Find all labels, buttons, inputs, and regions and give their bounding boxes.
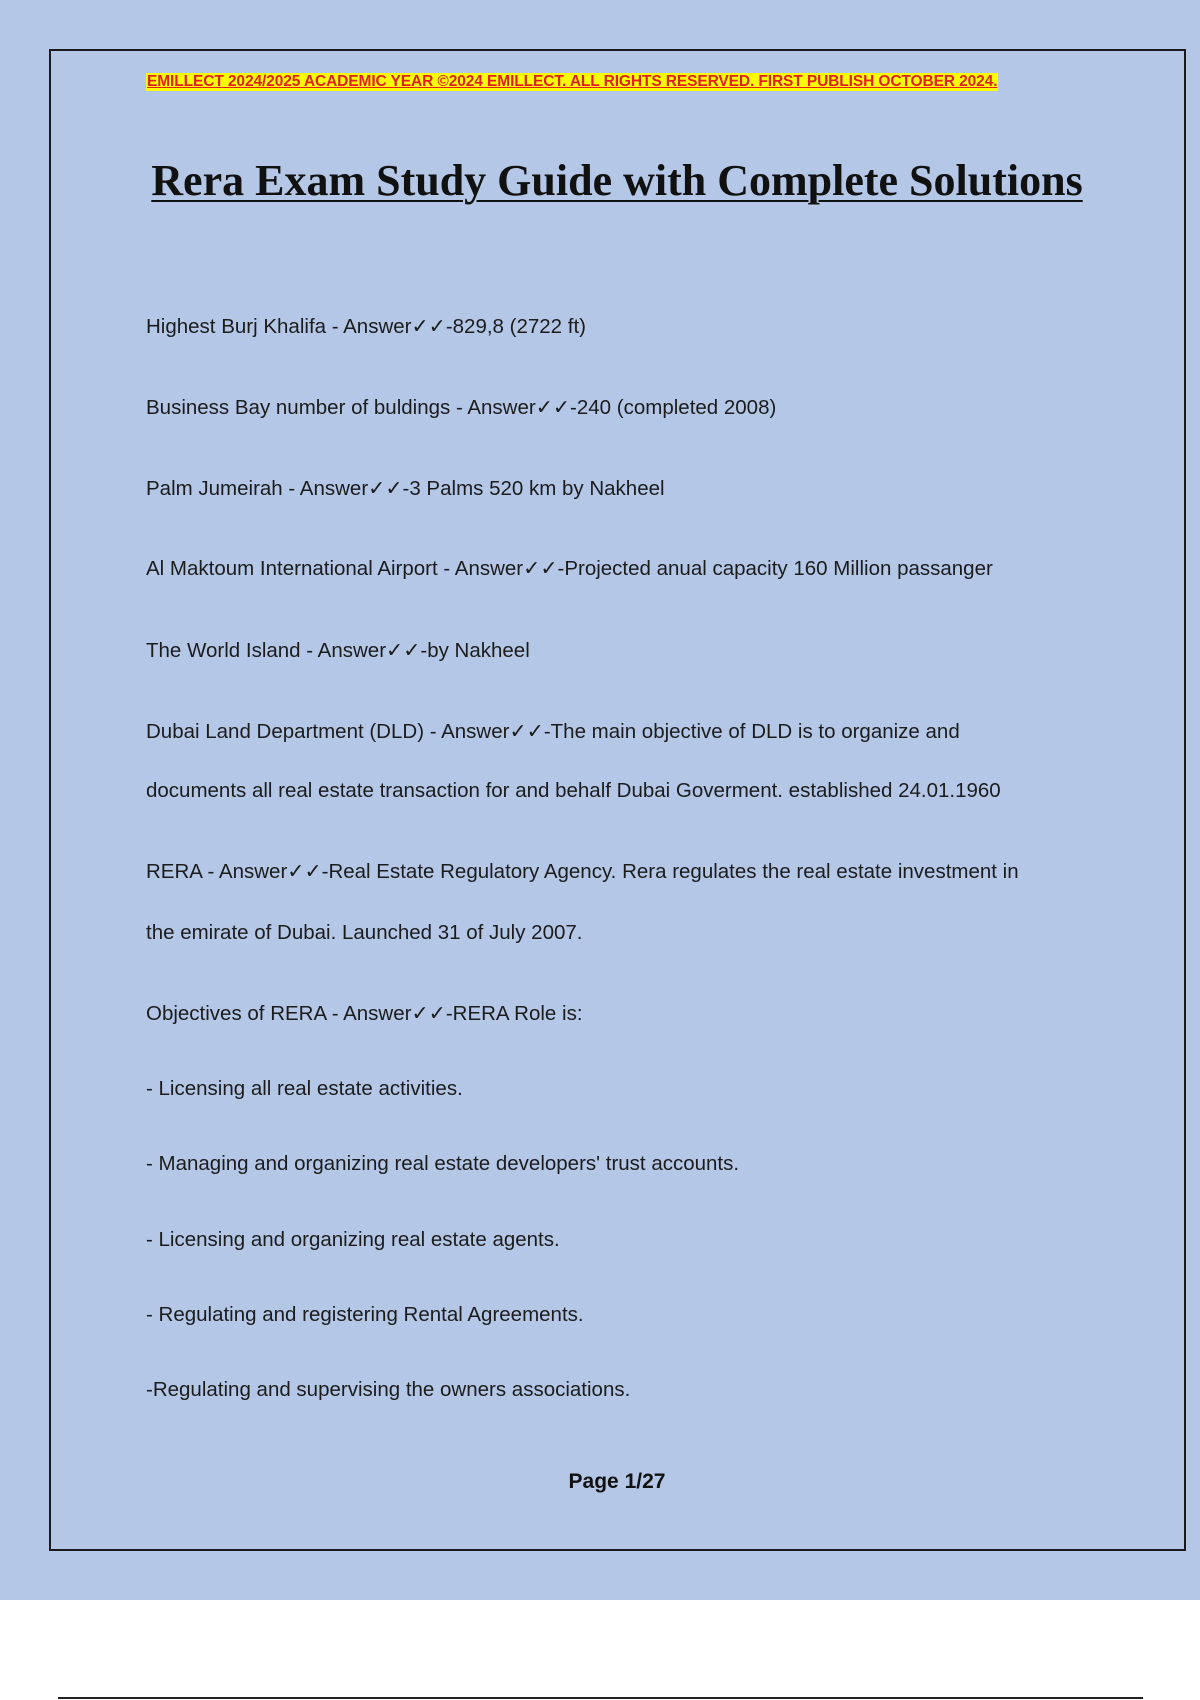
qa-line: Highest Burj Khalifa - Answer✓✓-829,8 (2722 ft) [146, 315, 586, 338]
qa-line-continuation: documents all real estate transaction for and behalf Dubai Goverment. established 24.01.1960 [146, 779, 1001, 802]
list-item: - Regulating and registering Rental Agreements. [146, 1303, 584, 1326]
qa-line: Al Maktoum International Airport - Answer✓✓-Projected anual capacity 160 Million passanger [146, 557, 993, 580]
list-item: - Licensing and organizing real estate agents. [146, 1228, 560, 1251]
qa-line: Objectives of RERA - Answer✓✓-RERA Role is: [146, 1002, 583, 1025]
document-title [0, 155, 1200, 206]
page-number: Page 1/27 [568, 1470, 666, 1493]
qa-line: The World Island - Answer✓✓-by Nakheel [146, 639, 530, 662]
list-item: -Regulating and supervising the owners associations. [146, 1378, 631, 1401]
next-page-rule [58, 1697, 1143, 1699]
list-item: - Managing and organizing real estate developers' trust accounts. [146, 1152, 740, 1175]
qa-line: Palm Jumeirah - Answer✓✓-3 Palms 520 km by Nakheel [146, 477, 665, 500]
copyright-banner: EMILLECT 2024/2025 ACADEMIC YEAR ©2024 EMILLECT. ALL RIGHTS RESERVED. FIRST PUBLISH OCTOBER 2024. [147, 73, 998, 90]
qa-line: Dubai Land Department (DLD) - Answer✓✓-The main objective of DLD is to organize and [146, 720, 960, 743]
list-item: - Licensing all real estate activities. [146, 1077, 463, 1100]
qa-line: Business Bay number of buldings - Answer✓✓-240 (completed 2008) [146, 396, 777, 419]
qa-line-continuation: the emirate of Dubai. Launched 31 of July 2007. [146, 921, 583, 944]
document-title-text: Rera Exam Study Guide with Complete Solutions [151, 156, 1083, 205]
qa-line: RERA - Answer✓✓-Real Estate Regulatory Agency. Rera regulates the real estate investment in [146, 860, 1019, 883]
